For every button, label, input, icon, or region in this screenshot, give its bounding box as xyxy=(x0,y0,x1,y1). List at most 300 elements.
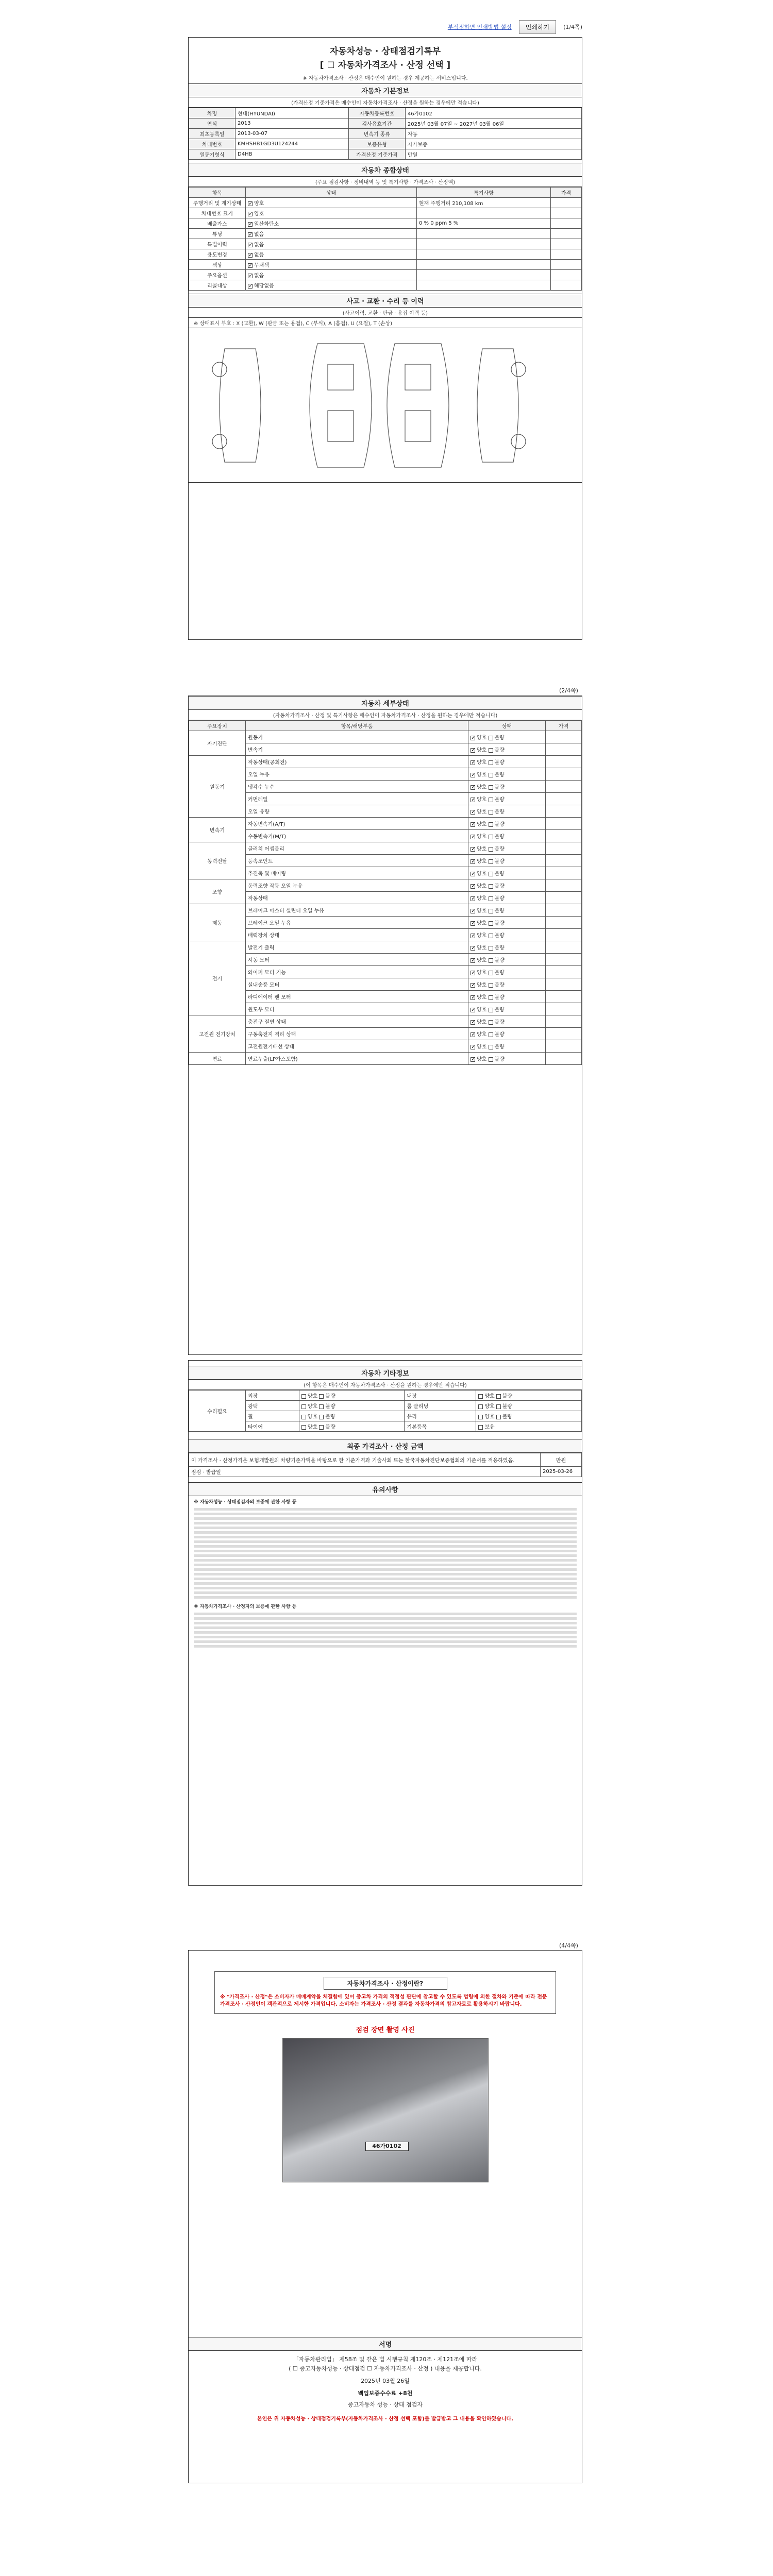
detail-price xyxy=(546,818,582,830)
status-state: ✓ 양호 xyxy=(246,208,417,218)
state-ok-label: 양호 xyxy=(477,1007,489,1013)
detail-item: 냉각수 누수 xyxy=(246,781,468,793)
detail-state xyxy=(468,855,546,867)
checkbox-ok[interactable] xyxy=(470,1057,475,1062)
detail-row xyxy=(189,879,582,892)
doc-header xyxy=(189,38,582,83)
state-ok-label: 양호 xyxy=(477,884,489,889)
checkbox-bad[interactable] xyxy=(489,847,493,852)
checkbox-ok[interactable] xyxy=(470,798,475,802)
checkbox-bad[interactable] xyxy=(489,1032,493,1037)
status-note xyxy=(417,249,551,260)
detail-row xyxy=(189,793,582,805)
checkbox-ok[interactable] xyxy=(470,773,475,777)
status-price xyxy=(551,270,582,280)
status-note xyxy=(417,208,551,218)
detail-state xyxy=(468,1040,546,1053)
page-2 xyxy=(188,696,582,1355)
top-bar xyxy=(188,16,582,37)
detail-price xyxy=(546,1053,582,1065)
detail-price xyxy=(546,879,582,892)
state-bad-label: 불량 xyxy=(494,958,505,963)
status-price xyxy=(551,218,582,229)
state-bad-label: 불량 xyxy=(494,760,505,766)
state-bad-label: 불량 xyxy=(494,859,505,865)
checkbox-ok[interactable] xyxy=(470,896,475,901)
state-bad-label: 불량 xyxy=(494,1044,505,1050)
status-row xyxy=(189,198,582,208)
basic-label: 변속기 종류 xyxy=(348,129,405,139)
state-ok-label: 양호 xyxy=(477,945,489,951)
signature-law2: ( ☐ 중고자동차성능 · 상태점검 ☐ 자동차가격조사 · 산정 ) 내용을 제공합니다. xyxy=(289,2365,482,2372)
basic-value: KMHSHB1GD3U124244 xyxy=(236,139,349,149)
detail-item: 배력장치 상태 xyxy=(246,929,468,941)
basic-row xyxy=(189,139,582,149)
status-state: ✓ 일산화탄소 xyxy=(246,218,417,229)
detail-item: 작동상태(공회전) xyxy=(246,756,468,768)
status-state: ✓ 양호 xyxy=(246,198,417,208)
checkbox-bad[interactable] xyxy=(489,835,493,839)
status-price xyxy=(551,239,582,249)
basic-label: 보증유형 xyxy=(348,139,405,149)
detail-state xyxy=(468,731,546,743)
detail-state xyxy=(468,941,546,954)
status-price xyxy=(551,280,582,291)
detail-row xyxy=(189,904,582,917)
state-bad-label: 불량 xyxy=(494,970,505,976)
status-note xyxy=(417,260,551,270)
checkbox-bad[interactable] xyxy=(489,958,493,963)
state-ok-label: 양호 xyxy=(477,871,489,877)
status-price xyxy=(551,208,582,218)
car-outline-svg xyxy=(189,328,582,483)
status-note xyxy=(417,280,551,291)
state-bad-label: 불량 xyxy=(494,921,505,926)
detail-item: 라디에이터 팬 모터 xyxy=(246,991,468,1003)
checkbox-ok[interactable] xyxy=(470,785,475,790)
state-ok-label: 양호 xyxy=(477,1044,489,1050)
basic-value: D4HB xyxy=(236,149,349,160)
detail-item: 와이퍼 모터 기능 xyxy=(246,966,468,978)
detail-state xyxy=(468,818,546,830)
state-bad-label: 불량 xyxy=(494,871,505,877)
detail-state xyxy=(468,966,546,978)
checkbox-checked[interactable] xyxy=(248,284,253,289)
state-ok-label: 양호 xyxy=(477,760,489,766)
detail-state xyxy=(468,892,546,904)
issue-date-label: 점검 · 발급일 xyxy=(189,1467,541,1477)
checkbox-checked[interactable] xyxy=(248,201,253,206)
detail-price xyxy=(546,941,582,954)
signature-law: 「자동차관리법」 제58조 및 같은 법 시행규칙 제120조 · 제121조에 따라 xyxy=(293,2356,478,2363)
detail-row xyxy=(189,768,582,781)
checkbox-ok[interactable] xyxy=(470,983,475,988)
issue-date: 2025-03-26 xyxy=(541,1467,582,1477)
etc-sub: (이 항목은 매수인이 자동차가격조사 · 산정을 원하는 경우에만 적습니다) xyxy=(189,1380,582,1390)
detail-row xyxy=(189,867,582,879)
status-item: 차대번호 표기 xyxy=(189,208,246,218)
checkbox-bad[interactable] xyxy=(489,773,493,777)
checkbox-bad[interactable] xyxy=(489,1008,493,1012)
checkbox-ok[interactable] xyxy=(470,822,475,827)
page-1 xyxy=(188,37,582,640)
detail-state xyxy=(468,1003,546,1015)
detail-row xyxy=(189,966,582,978)
state-bad-label: 불량 xyxy=(494,809,505,815)
detail-group: 전기 xyxy=(189,941,246,1015)
basic-label: 검사유효기간 xyxy=(348,118,405,129)
detail-price xyxy=(546,991,582,1003)
checkbox-ok[interactable] xyxy=(470,1032,475,1037)
checkbox-ok[interactable] xyxy=(470,748,475,753)
detail-row xyxy=(189,991,582,1003)
checkbox-bad[interactable] xyxy=(489,760,493,765)
checkbox-bad[interactable] xyxy=(489,1045,493,1049)
basic-label: 가격산정 기준가격 xyxy=(348,149,405,160)
basic-value: 2025년 03월 07일 ~ 2027년 03월 06일 xyxy=(405,118,581,129)
status-note: 현재 주행거리 210,108 km xyxy=(417,198,551,208)
checkbox-checked[interactable] xyxy=(248,253,253,258)
state-bad-label: 불량 xyxy=(494,735,505,741)
state-ok-label: 양호 xyxy=(477,785,489,790)
status-row xyxy=(189,218,582,229)
signature-date: 2025년 03월 26일 xyxy=(361,2378,410,2384)
detail-item: 연료누출(LP가스포함) xyxy=(246,1053,468,1065)
notice-title: 유의사항 xyxy=(189,1482,582,1496)
state-ok-label: 양호 xyxy=(477,797,489,803)
checkbox-ok[interactable] xyxy=(470,872,475,876)
detail-price xyxy=(546,830,582,842)
license-plate: 46가0102 xyxy=(365,2142,409,2151)
state-ok-label: 양호 xyxy=(477,834,489,840)
detail-item: 추진축 및 베어링 xyxy=(246,867,468,879)
detail-item: 브레이크 마스터 실린더 오일 누유 xyxy=(246,904,468,917)
doc-subtitle: [ ☐ 자동차가격조사 · 산정 선택 ] xyxy=(320,60,451,71)
detail-price xyxy=(546,805,582,818)
status-note xyxy=(417,270,551,280)
status-state: ✓ 없음 xyxy=(246,229,417,239)
status-price xyxy=(551,198,582,208)
detail-price xyxy=(546,756,582,768)
state-bad-label: 불량 xyxy=(494,933,505,939)
basic-value: 2013-03-07 xyxy=(236,129,349,139)
status-state: ✓ 무채색 xyxy=(246,260,417,270)
detail-row xyxy=(189,917,582,929)
checkbox-bad[interactable] xyxy=(489,995,493,1000)
status-row xyxy=(189,229,582,239)
checkbox-ok[interactable] xyxy=(470,995,475,1000)
basic-value: 2013 xyxy=(236,118,349,129)
detail-sub: (자동차가격조사 · 산정 및 특기사항은 매수인이 자동차가격조사 · 산정을 원하는 경우에만 적습니다) xyxy=(189,710,582,720)
status-title: 자동차 종합상태 xyxy=(189,163,582,177)
state-ok-label: 양호 xyxy=(477,859,489,865)
status-item: 특별이력 xyxy=(189,239,246,249)
inspector-label: 중고자동차 성능 · 상태 점검자 xyxy=(348,2401,423,2408)
checkbox-bad[interactable] xyxy=(489,748,493,753)
photo-title: 점검 장면 촬영 사진 xyxy=(356,2026,415,2034)
basic-info-table xyxy=(189,108,582,160)
detail-row xyxy=(189,929,582,941)
state-bad-label: 불량 xyxy=(494,748,505,753)
state-ok-label: 양호 xyxy=(477,896,489,902)
detail-table: 주요장치 항목/해당부품 상태 가격 자기진단 원동기 ✓ 양호 불량 변속기 ✓ 양호 불량 원동기 작동상태(공회전) ✓ 양호 불량 오일 누유 ✓ 양호 불량 냉각수 누수 ✓ 양호 불량 커먼레일 ✓ 양호 불량 오일 유량 ✓ 양호 불량 변속기 자동변속기(A/T) ✓ 양호 불량 수동변속기(M/T) ✓ 양호 불량 동력전달 클러치 어셈블리 ✓ 양호 불량 등속조인트 ✓ 양호 불량 추진축 및 베어링 ✓ 양호 불량 조향 동력조향 작동 오일 누유 ✓ 양호 불량 작동상태 ✓ 양호 불량 제동 브레이크 마스터 실린더 오일 누유 ✓ 양호 불량 브레이크 오일 누유 ✓ 양호 불량 배력장치 상태 ✓ 양호 불량 전기 발전기 출력 ✓ 양호 불량 시동 모터 ✓ 양호 불량 와이퍼 모터 기능 ✓ 양호 불량 실내송풍 모터 ✓ 양호 불량 라디에이터 팬 모터 ✓ 양호 불량 윈도우 모터 ✓ 양호 불량 고전원 전기장치 충전구 절연 상태 ✓ 양호 불량 구동축전지 격리 상태 ✓ 양호 불량 고전원전기배선 상태 ✓ 양호 불량 연료 연료누출(LP가스포함) ✓ 양호 불량 xyxy=(189,720,582,1065)
basic-row xyxy=(189,149,582,160)
status-item: 튜닝 xyxy=(189,229,246,239)
status-note: 0 % 0 ppm 5 % xyxy=(417,218,551,229)
detail-price xyxy=(546,978,582,991)
checkbox-bad[interactable] xyxy=(489,810,493,815)
basic-label: 차명 xyxy=(189,108,236,118)
detail-price xyxy=(546,929,582,941)
checkbox-ok[interactable] xyxy=(470,921,475,926)
detail-state xyxy=(468,743,546,756)
status-row xyxy=(189,270,582,280)
checkbox-ok[interactable] xyxy=(470,736,475,740)
checkbox-bad[interactable] xyxy=(489,946,493,951)
state-bad-label: 불량 xyxy=(494,945,505,951)
checkbox-ok[interactable] xyxy=(470,835,475,839)
checkbox-ok[interactable] xyxy=(470,1008,475,1012)
detail-item: 브레이크 오일 누유 xyxy=(246,917,468,929)
basic-row xyxy=(189,129,582,139)
price-note: 이 가격조사 · 산정가격은 보험개발원의 차량기준가액을 바탕으로 한 기준가격과 기술사회 또는 한국자동차진단보증협회의 기준서를 적용하였음. xyxy=(189,1453,541,1467)
detail-row xyxy=(189,781,582,793)
state-bad-label: 불량 xyxy=(494,785,505,790)
consent-box xyxy=(214,1971,556,2014)
state-bad-label: 불량 xyxy=(494,982,505,988)
detail-row xyxy=(189,1003,582,1015)
status-item: 리콜대상 xyxy=(189,280,246,291)
detail-state xyxy=(468,1015,546,1028)
checkbox-ok[interactable] xyxy=(470,909,475,913)
car-diagram xyxy=(189,328,582,483)
detail-state xyxy=(468,1053,546,1065)
status-state: ✓ 해당없음 xyxy=(246,280,417,291)
history-title: 사고 · 교환 · 수리 등 이력 xyxy=(189,294,582,308)
detail-state xyxy=(468,756,546,768)
consent-title: 자동차가격조사 · 산정이란? xyxy=(324,1977,447,1990)
detail-item: 오일 누유 xyxy=(246,768,468,781)
detail-price xyxy=(546,892,582,904)
print-setting-link[interactable]: 부적정하면 인쇄방법 설정 xyxy=(447,24,512,30)
state-ok-label: 양호 xyxy=(477,772,489,778)
detail-row xyxy=(189,743,582,756)
detail-item: 시동 모터 xyxy=(246,954,468,966)
basic-label: 자동차등록번호 xyxy=(348,108,405,118)
page-4-number: (4/4쪽) xyxy=(559,1942,578,1949)
detail-item: 수동변속기(M/T) xyxy=(246,830,468,842)
checkbox-ok[interactable] xyxy=(470,859,475,864)
checkbox-bad[interactable] xyxy=(489,1020,493,1025)
detail-price xyxy=(546,793,582,805)
detail-price xyxy=(546,966,582,978)
detail-price xyxy=(546,1028,582,1040)
checkbox-checked[interactable] xyxy=(248,263,253,268)
doc-note: ※ 자동차가격조사 · 산정은 매수인이 원하는 경우 제공하는 서비스입니다. xyxy=(303,76,468,81)
status-note xyxy=(417,229,551,239)
detail-group: 자기진단 xyxy=(189,731,246,756)
detail-price xyxy=(546,954,582,966)
status-price xyxy=(551,249,582,260)
state-ok-label: 양호 xyxy=(477,1057,489,1062)
detail-item: 윈도우 모터 xyxy=(246,1003,468,1015)
status-item: 주행거리 및 계기상태 xyxy=(189,198,246,208)
page-2-number: (2/4쪽) xyxy=(559,687,578,694)
checkbox-bad[interactable] xyxy=(489,736,493,740)
detail-group: 동력전달 xyxy=(189,842,246,879)
checkbox-checked[interactable] xyxy=(248,232,253,237)
checkbox-ok[interactable] xyxy=(470,884,475,889)
checkbox-bad[interactable] xyxy=(489,896,493,901)
detail-item: 충전구 절연 상태 xyxy=(246,1015,468,1028)
detail-price xyxy=(546,1040,582,1053)
checkbox-ok[interactable] xyxy=(470,958,475,963)
final-price-title: 최종 가격조사 · 산정 금액 xyxy=(189,1439,582,1453)
detail-price xyxy=(546,855,582,867)
notice-heading-1: ※ 자동차성능 · 상태점검자의 보증에 관한 사항 등 xyxy=(194,1500,297,1505)
detail-item: 고전원전기배선 상태 xyxy=(246,1040,468,1053)
detail-state xyxy=(468,917,546,929)
history-sub: (사고이력, 교환 · 판금 · 용접 이력 등) xyxy=(189,308,582,318)
checkbox-bad[interactable] xyxy=(489,822,493,827)
detail-row xyxy=(189,818,582,830)
state-ok-label: 양호 xyxy=(477,982,489,988)
signature-block xyxy=(189,2351,582,2424)
detail-price xyxy=(546,768,582,781)
detail-item: 자동변속기(A/T) xyxy=(246,818,468,830)
checkbox-bad[interactable] xyxy=(489,909,493,913)
checkbox-bad[interactable] xyxy=(489,983,493,988)
detail-item: 오일 유량 xyxy=(246,805,468,818)
state-bad-label: 불량 xyxy=(494,896,505,902)
state-ok-label: 양호 xyxy=(477,908,489,914)
detail-row xyxy=(189,978,582,991)
checkbox-checked[interactable] xyxy=(248,274,253,278)
state-ok-label: 양호 xyxy=(477,846,489,852)
checkbox-bad[interactable] xyxy=(489,798,493,802)
status-item: 주요옵션 xyxy=(189,270,246,280)
detail-group: 제동 xyxy=(189,904,246,941)
state-bad-label: 불량 xyxy=(494,772,505,778)
detail-state xyxy=(468,805,546,818)
detail-row xyxy=(189,1015,582,1028)
detail-row xyxy=(189,805,582,818)
detail-group: 연료 xyxy=(189,1053,246,1065)
page-number: (1/4쪽) xyxy=(563,24,582,30)
status-item: 용도변경 xyxy=(189,249,246,260)
checkbox-ok[interactable] xyxy=(470,1045,475,1049)
detail-price xyxy=(546,1015,582,1028)
checkbox-ok[interactable] xyxy=(470,810,475,815)
detail-price xyxy=(546,1003,582,1015)
state-ok-label: 양호 xyxy=(477,933,489,939)
inspector-name: 백업보증수수료 +8천 xyxy=(358,2390,413,2397)
status-state: ✓ 없음 xyxy=(246,270,417,280)
checkbox-checked[interactable] xyxy=(248,222,253,227)
checkbox-ok[interactable] xyxy=(470,1020,475,1025)
basic-row xyxy=(189,108,582,118)
checkbox-bad[interactable] xyxy=(489,971,493,975)
detail-row xyxy=(189,892,582,904)
checkbox-bad[interactable] xyxy=(489,859,493,864)
state-ok-label: 양호 xyxy=(477,1032,489,1038)
checkbox-bad[interactable] xyxy=(489,1057,493,1062)
status-price xyxy=(551,229,582,239)
status-row xyxy=(189,239,582,249)
detail-item: 동력조향 작동 오일 누유 xyxy=(246,879,468,892)
page-4 xyxy=(188,1950,582,2483)
final-price-table xyxy=(189,1453,582,1477)
checkbox-ok[interactable] xyxy=(470,760,475,765)
detail-state xyxy=(468,954,546,966)
checkbox-bad[interactable] xyxy=(489,884,493,889)
notice-heading-2: ※ 자동차가격조사 · 산정자의 보증에 관한 사항 등 xyxy=(194,1604,297,1609)
detail-price xyxy=(546,743,582,756)
status-item: 배출가스 xyxy=(189,218,246,229)
detail-state xyxy=(468,879,546,892)
basic-label: 연식 xyxy=(189,118,236,129)
detail-item: 구동축전지 격리 상태 xyxy=(246,1028,468,1040)
detail-row xyxy=(189,756,582,768)
checkbox-ok[interactable] xyxy=(470,847,475,852)
basic-value: 자동 xyxy=(405,129,581,139)
detail-row xyxy=(189,1040,582,1053)
signature-footer: 본인은 위 자동차성능 · 상태점검기록부(자동차가격조사 · 산정 선택 포함)를 발급받고 그 내용을 확인하였습니다. xyxy=(257,2416,513,2422)
state-ok-label: 양호 xyxy=(477,1020,489,1025)
status-item: 색상 xyxy=(189,260,246,270)
detail-item: 실내송풍 모터 xyxy=(246,978,468,991)
state-ok-label: 양호 xyxy=(477,958,489,963)
state-ok-label: 양호 xyxy=(477,735,489,741)
checkbox-bad[interactable] xyxy=(489,921,493,926)
basic-label: 차대번호 xyxy=(189,139,236,149)
state-bad-label: 불량 xyxy=(494,1032,505,1038)
detail-state xyxy=(468,867,546,879)
basic-info-sub: (가격산정 기준가격은 매수인이 자동차가격조사 · 산정을 원하는 경우에만 적습니다) xyxy=(189,97,582,108)
detail-price xyxy=(546,904,582,917)
checkbox-ok[interactable] xyxy=(470,971,475,975)
detail-state xyxy=(468,830,546,842)
basic-value: 자가보증 xyxy=(405,139,581,149)
checkbox-bad[interactable] xyxy=(489,872,493,876)
checkbox-ok[interactable] xyxy=(470,946,475,951)
checkbox-ok[interactable] xyxy=(470,934,475,938)
state-ok-label: 양호 xyxy=(477,995,489,1001)
checkbox-bad[interactable] xyxy=(489,934,493,938)
checkbox-bad[interactable] xyxy=(489,785,493,790)
basic-row xyxy=(189,118,582,129)
doc-title: 자동차성능 · 상태점검기록부 xyxy=(329,46,441,57)
basic-info-title: 자동차 기본정보 xyxy=(189,83,582,97)
state-bad-label: 불량 xyxy=(494,834,505,840)
notice-body xyxy=(189,1496,582,1653)
detail-row xyxy=(189,830,582,842)
etc-table: 수리필요 외장 양호 불량 내장 양호 불량 광택 양호 불량 룸 클리닝 양호 불량 휠 양호 불량 유리 양호 불량 타이어 양호 불량 기본품목 보유 xyxy=(189,1390,582,1432)
state-bad-label: 불량 xyxy=(494,1057,505,1062)
history-legend: ※ 상태표시 부호 : X (교환), W (판금 또는 용접), C (부식), A (흠집), U (요철), T (손상) xyxy=(189,318,582,328)
status-row xyxy=(189,280,582,291)
state-ok-label: 양호 xyxy=(477,809,489,815)
status-price xyxy=(551,260,582,270)
state-bad-label: 불량 xyxy=(494,797,505,803)
print-button[interactable]: 인쇄하기 xyxy=(519,20,556,34)
detail-price xyxy=(546,917,582,929)
checkbox-checked[interactable] xyxy=(248,212,253,216)
detail-title: 자동차 세부상태 xyxy=(189,696,582,710)
checkbox-checked[interactable] xyxy=(248,243,253,247)
consent-text: ※ "가격조사 · 산정"은 소비자가 매매계약을 체결함에 있어 중고차 가격의 적정성 판단에 참고할 수 있도록 법령에 의한 절차와 기준에 따라 전문 가격조사 · 산정인이 객관적으로 제시한 가격입니다. 소비자는 가격조사 · 산정 결과를 자동차가격의 참고자료로 활용하시기 바랍니다. xyxy=(220,1994,547,2007)
status-sub: (주요 점검사항 · 정비내역 등 및 특기사항 · 가격조사 · 산정액) xyxy=(189,177,582,187)
